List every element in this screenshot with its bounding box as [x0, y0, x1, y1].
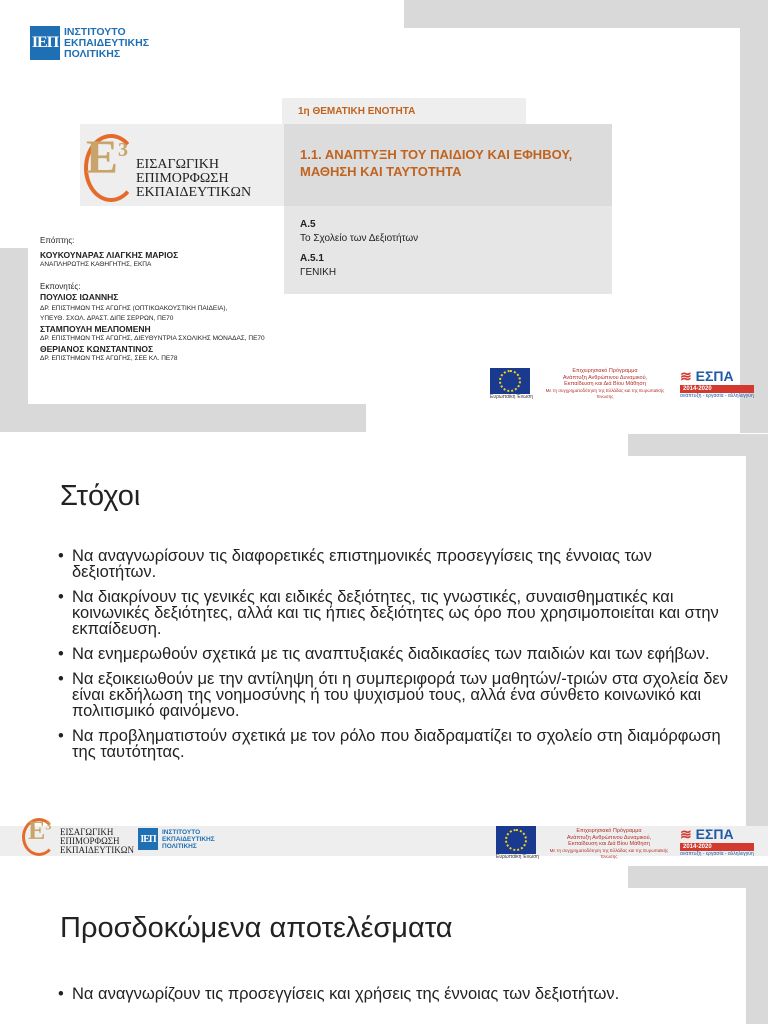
- iep-logo: [30, 26, 149, 60]
- espa-logo: ≋ ΕΣΠΑ 2014-2020 ανάπτυξη - εργασία - αλληλεγγύη: [680, 368, 754, 399]
- e3-logo: [80, 124, 284, 206]
- list-item: • Να προβληματιστούν σχετικά με τον ρόλο που διαδραματίζει το σχολείο στη διαμόρφωση της ταυτότητας.: [58, 728, 738, 760]
- decorative-bar: [404, 0, 768, 28]
- iep-logo-mark: ΙΕΠ: [30, 26, 60, 60]
- theme-label: 1η ΘΕΜΑΤΙΚΗ ΕΝΟΤΗΤΑ: [298, 106, 416, 117]
- author-role: ΔΡ. ΕΠΙΣΤΗΜΩΝ ΤΗΣ ΑΓΩΓΗΣ, ΔΙΕΥΘΥΝΤΡΙΑ ΣΧΟΛΙΚΗΣ ΜΟΝΑΔΑΣ, ΠΕ70: [40, 335, 265, 342]
- supervisor-label: Επόπτης:: [40, 236, 75, 245]
- e3-logo-line: ΕΙΣΑΓΩΓΙΚΗ: [60, 827, 114, 837]
- iep-logo-line: ΙΝΣΤΙΤΟΥΤΟ: [64, 25, 126, 38]
- footer-iep-logo: ΙΕΠ ΙΝΣΤΙΤΟΥΤΟ ΕΚΠΑΙΔΕΥΤΙΚΗΣ ΠΟΛΙΤΙΚΗΣ: [138, 828, 215, 850]
- author-name: ΣΤΑΜΠΟΥΛΗ ΜΕΛΠΟΜΕΝΗ: [40, 324, 151, 334]
- decorative-bar: [0, 404, 366, 432]
- submodule-name: ΓΕΝΙΚΗ: [300, 267, 337, 278]
- authors-label: Εκπονητές:: [40, 282, 81, 291]
- title-slide: [0, 0, 768, 433]
- program-logo: Επιχειρησιακό Πρόγραμμα Ανάπτυξη Ανθρώπινου Δυναμικού, Εκπαίδευση και Διά Βίου Μάθηση Με τη συγχρηματοδότηση της Ελλάδας και της Ευρωπαϊκής Ένωσης: [545, 368, 665, 399]
- decorative-bar: [746, 456, 768, 826]
- module-code: Α.5: [300, 219, 316, 230]
- author-name: ΠΟΥΛΙΟΣ ΙΩΑΝΝΗΣ: [40, 292, 119, 302]
- e3-logo-line: ΕΙΣΑΓΩΓΙΚΗ: [136, 157, 219, 172]
- outcomes-heading: Προσδοκώμενα αποτελέσματα: [60, 912, 453, 944]
- e3-logo-line: ΕΠΙΜΟΡΦΩΣΗ: [60, 836, 120, 846]
- decorative-bar: [0, 248, 28, 404]
- objectives-list: [58, 548, 738, 769]
- e3-logo-line: ΕΠΙΜΟΡΦΩΣΗ: [136, 171, 229, 186]
- outcomes-list: [58, 986, 738, 1011]
- list-item: • Να αναγνωρίζουν τις προσεγγίσεις και χρήσεις της έννοιας των δεξιοτήτων.: [58, 986, 738, 1002]
- module-name: Το Σχολείο των Δεξιοτήτων: [300, 233, 419, 244]
- decorative-bar: [746, 888, 768, 1024]
- list-item: • Να ενημερωθούν σχετικά με τις αναπτυξιακές διαδικασίες των παιδιών και των εφήβων.: [58, 646, 738, 662]
- slide-title: 1.1. ΑΝΑΠΤΥΞΗ ΤΟΥ ΠΑΙΔΙΟΥ ΚΑΙ ΕΦΗΒΟΥ, ΜΑΘΗΣΗ ΚΑΙ ΤΑΥΤΟΤΗΤΑ: [300, 147, 573, 179]
- footer-program-logo: Επιχειρησιακό Πρόγραμμα Ανάπτυξη Ανθρώπινου Δυναμικού, Εκπαίδευση και Διά Βίου Μάθηση Με τη συγχρηματοδότηση της Ελλάδας και της Ευρωπαϊκής Ένωσης: [549, 828, 669, 859]
- list-item: • Να εξοικειωθούν με την αντίληψη ότι η συμπεριφορά των μαθητών/-τριών στα σχολεία δεν είναι εκδήλωση της νοημοσύνης ή του ψυχισμού τους, αλλά ένα σύνθετο κοινωνικό και πολιτισμικό φαινόμενο.: [58, 671, 738, 719]
- eu-flag-icon: [490, 368, 530, 394]
- list-item: • Να αναγνωρίσουν τις διαφορετικές επιστημονικές προσεγγίσεις της έννοιας των δεξιοτήτων.: [58, 548, 738, 580]
- eu-logo: Ευρωπαϊκή Ένωση: [490, 368, 533, 400]
- decorative-bar: [628, 866, 768, 888]
- author-role: ΔΡ. ΕΠΙΣΤΗΜΩΝ ΤΗΣ ΑΓΩΓΗΣ (ΟΠΤΙΚΟΑΚΟΥΣΤΙΚΗ ΠΑΙΔΕΙΑ),: [40, 305, 228, 312]
- iep-logo-line: ΕΚΠΑΙΔΕΥΤΙΚΗΣ: [64, 36, 150, 49]
- decorative-bar: [628, 434, 768, 456]
- author-role: ΔΡ. ΕΠΙΣΤΗΜΩΝ ΤΗΣ ΑΓΩΓΗΣ, ΣΕΕ ΚΛ. ΠΕ78: [40, 355, 178, 362]
- iep-logo-line: ΠΟΛΙΤΙΚΗΣ: [64, 47, 121, 60]
- footer-espa-logo: ≋ ΕΣΠΑ 2014-2020 ανάπτυξη - εργασία - αλληλεγγύη: [680, 826, 754, 857]
- e3-logo-mark: $E^3$: [86, 131, 129, 184]
- footer-eu-logo: Ευρωπαϊκή Ένωση: [496, 826, 539, 860]
- author-name: ΘΕΡΙΑΝΟΣ ΚΩΝΣΤΑΝΤΙΝΟΣ: [40, 344, 154, 354]
- eu-flag-icon: [496, 826, 536, 854]
- e3-logo-line: ΕΚΠΑΙΔΕΥΤΙΚΩΝ: [136, 185, 252, 200]
- supervisor-role: ΑΝΑΠΛΗΡΩΤΗΣ ΚΑΘΗΓΗΤΗΣ, ΕΚΠΑ: [40, 261, 152, 268]
- author-role: ΥΠΕΥΘ. ΣΧΟΛ. ΔΡΑΣΤ. ΔΙΠΕ ΣΕΡΡΩΝ, ΠΕ70: [40, 315, 174, 322]
- list-item: • Να διακρίνουν τις γενικές και ειδικές δεξιότητες, τις γνωστικές, συναισθηματικές και κοινωνικές δεξιότητες, αλλά και τις ήπιες δεξιότητες ως όρο που χρησιμοποιείται και στην εκπαίδευση.: [58, 589, 738, 637]
- submodule-code: Α.5.1: [300, 253, 324, 264]
- supervisor-name: ΚΟΥΚΟΥΝΑΡΑΣ ΛΙΑΓΚΗΣ ΜΑΡΙΟΣ: [40, 250, 179, 260]
- module-info: [300, 218, 418, 280]
- e3-logo-line: ΕΚΠΑΙΔΕΥΤΙΚΩΝ: [60, 845, 134, 855]
- credits: [40, 236, 265, 364]
- objectives-heading: Στόχοι: [60, 480, 141, 512]
